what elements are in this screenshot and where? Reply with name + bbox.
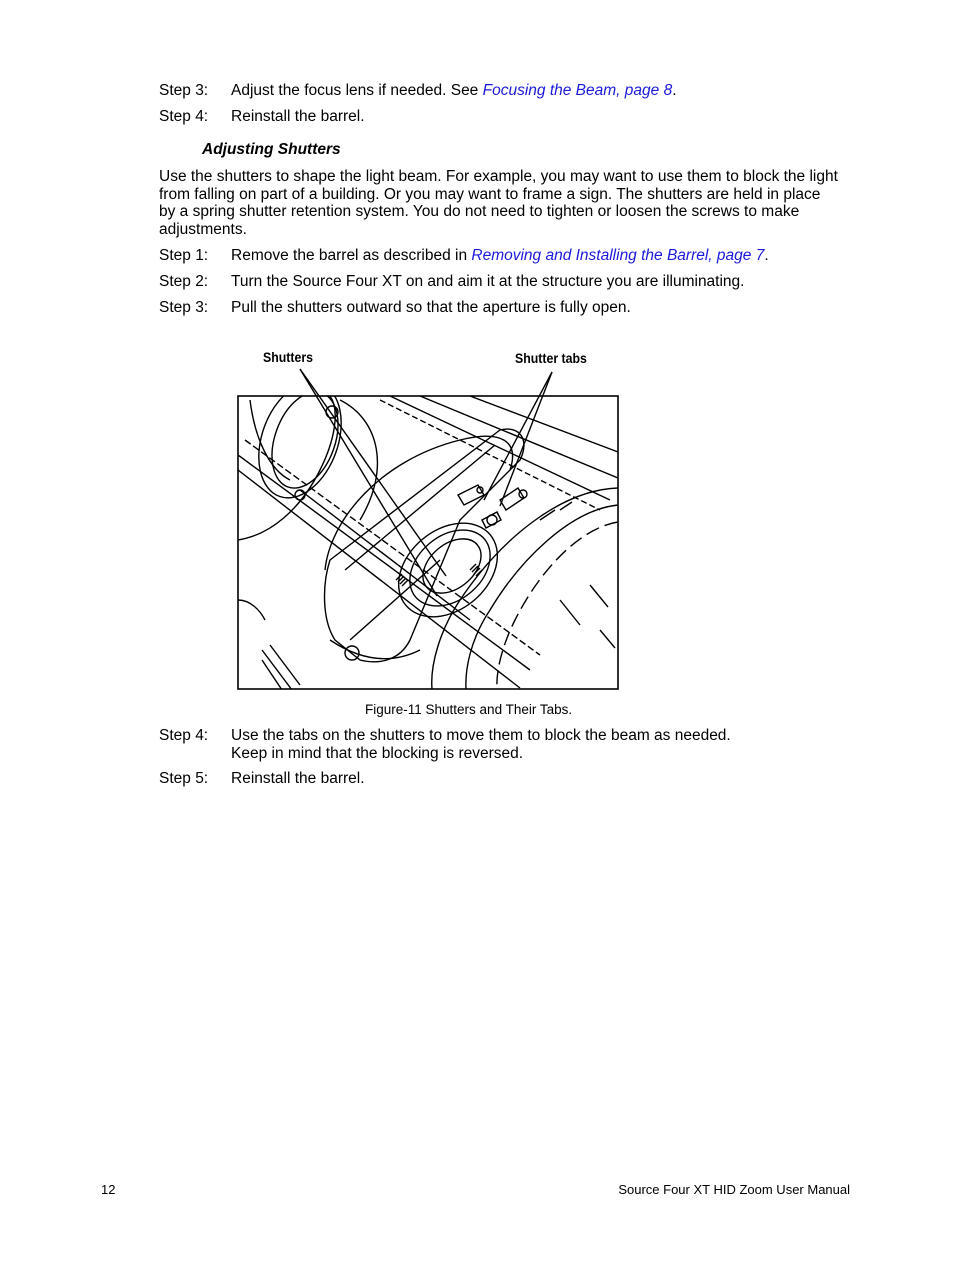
step-text: Reinstall the barrel. [231,108,365,125]
manual-title: Source Four XT HID Zoom User Manual [618,1182,850,1197]
step-text: Reinstall the barrel. [231,770,365,787]
spring-right [470,564,482,576]
step-text-line: Use the tabs on the shutters to move them to block the beam as needed. [231,727,731,744]
step-number: Step 3: [159,299,209,316]
removing-installing-barrel-link[interactable]: Removing and Installing the Barrel, page 7 [471,247,765,264]
step-text [231,727,731,763]
section-heading: Adjusting Shutters [202,141,341,158]
step-number: Step 4: [159,108,209,125]
page-number: 12 [101,1182,116,1197]
step-text: Remove the barrel as described in Removing and Installing the Barrel, page 7. [231,247,769,264]
fixture-drawing [238,371,618,690]
intro-line: from falling on part of a building. Or you may want to frame a sign. The shutters are held in place [159,185,821,203]
step-text: Pull the shutters outward so that the aperture is fully open. [231,299,631,316]
focusing-the-beam-link[interactable]: Focusing the Beam, page 8 [482,82,673,99]
step-number: Step 3: [159,82,209,99]
step-number: Step 1: [159,247,209,264]
step-number: Step 4: [159,727,209,744]
step-text: Turn the Source Four XT on and aim it at the structure you are illuminating. [231,273,745,290]
figure-border [238,396,618,689]
step-number: Step 5: [159,770,209,787]
intro-line: adjustments. [159,220,247,238]
step-text-line: Keep in mind that the blocking is reversed. [231,745,524,762]
shutters-callout: Shutters [263,349,313,365]
intro-line: Use the shutters to shape the light beam. For example, you may want to use them to block the light [159,168,838,185]
figure-caption: Figure-11 Shutters and Their Tabs. [365,702,573,717]
shutter-tabs-callout: Shutter tabs [515,350,587,366]
intro-line: by a spring shutter retention system. You do not need to tighten or loosen the screws to make [159,203,800,221]
step-number: Step 2: [159,273,209,290]
step-text: Adjust the focus lens if needed. See Focusing the Beam, page 8. [231,82,677,99]
